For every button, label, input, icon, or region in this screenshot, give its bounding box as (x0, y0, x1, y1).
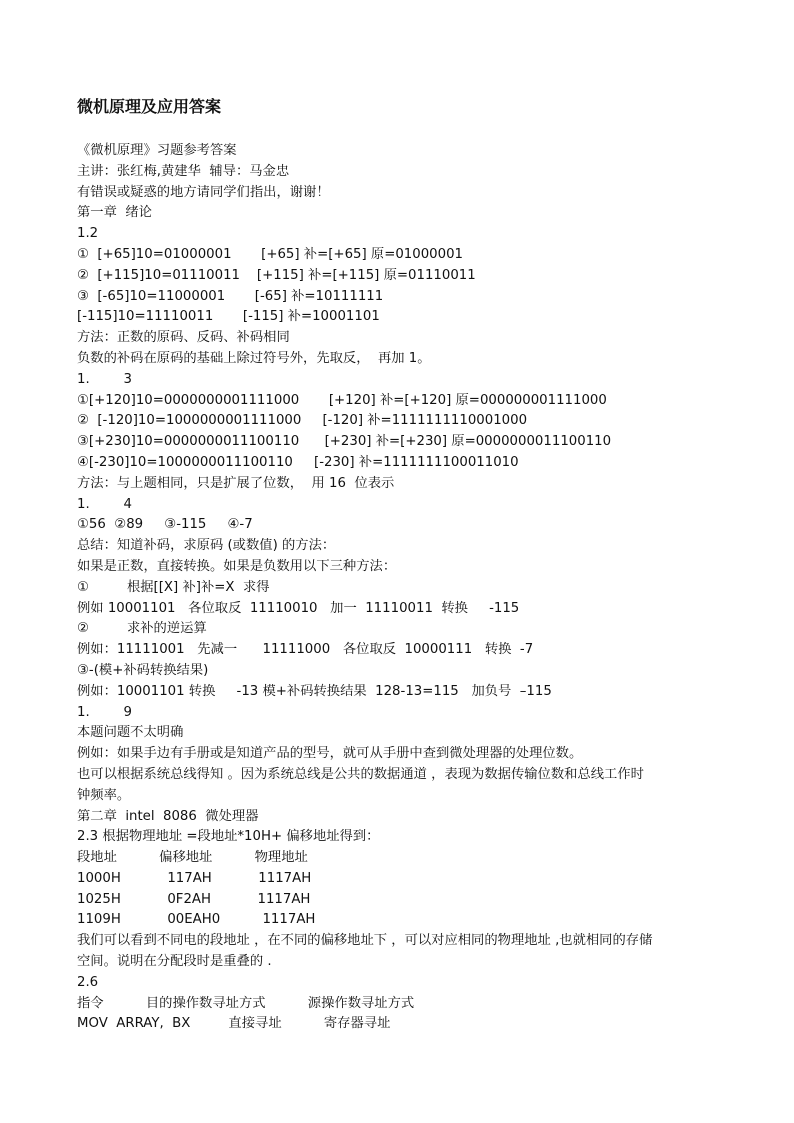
text-line: ③[+230]10=0000000011100110 [+230] 补=[+230] 原=0000000011100110 (77, 434, 612, 450)
text-line: ① 根据[[X] 补]补=X 求得 (77, 579, 270, 595)
text-line: 例如 10001101 各位取反 11110010 加一 11110011 转换 -115 (77, 600, 520, 616)
text-line: 负数的补码在原码的基础上除过符号外，先取反， 再加 1。 (77, 350, 431, 366)
table-row: 1109H 00EAH0 1117AH (77, 912, 316, 928)
text-line: 例如：11111001 先减一 11111000 各位取反 10000111 转换 -7 (77, 642, 534, 658)
text-line: ② [+115]10=01110011 [+115] 补=[+115] 原=01110011 (77, 267, 476, 283)
text-line: 总结：知道补码，求原码 (或数值) 的方法： (77, 538, 336, 554)
question-number: 2.6 (77, 974, 99, 990)
text-line: ①56 ②89 ③-115 ④-7 (77, 517, 253, 533)
text-line: 方法：正数的原码、反码、补码相同 (77, 330, 290, 346)
text-line: ① [+65]10=01000001 [+65] 补=[+65] 原=01000001 (77, 246, 464, 262)
text-line: 钟频率。 (77, 787, 131, 803)
text-line: 也可以根据系统总线得知 。因为系统总线是公共的数据通道 ，表现为数据传输位数和总线工作时 (77, 766, 644, 782)
text-line: 方法：与上题相同，只是扩展了位数， 用 16 位表示 (77, 475, 395, 491)
text-line: ② [-120]10=1000000001111000 [-120] 补=1111111110001000 (77, 413, 528, 429)
page-title: 微机原理及应用答案 (77, 97, 222, 116)
text-line: ② 求补的逆运算 (77, 621, 207, 637)
text-line: 如果是正数，直接转换。如果是负数用以下三种方法： (77, 558, 397, 574)
text-line: ④[-230]10=1000000011100110 [-230] 补=1111111100011010 (77, 454, 519, 470)
chapter-heading: 第二章 intel 8086 微处理器 (77, 808, 259, 824)
text-line: 有错误或疑惑的地方请同学们指出，谢谢！ (77, 184, 330, 200)
question-number: 1. 9 (77, 704, 132, 720)
table-header-row: 段地址 偏移地址 物理地址 (77, 850, 308, 866)
text-line: 主讲：张红梅,黄建华 辅导：马金忠 (77, 163, 290, 179)
table-row: 1000H 117AH 1117AH (77, 870, 312, 886)
text-line: [-115]10=11110011 [-115] 补=10001101 (77, 309, 380, 325)
text-line: 我们可以看到不同电的段地址 ，在不同的偏移地址下 ，可以对应相同的物理地址 ,也就相同的存储 (77, 933, 653, 949)
table-header-row: 指令 目的操作数寻址方式 源操作数寻址方式 (77, 995, 415, 1011)
table-row: 1025H 0F2AH 1117AH (77, 891, 311, 907)
question-number: 1. 4 (77, 496, 132, 512)
text-line: 例如：10001101 转换 -13 模+补码转换结果 128-13=115 加负号 –115 (77, 683, 552, 699)
text-line: ③-(模+补码转换结果) (77, 662, 209, 678)
text-line: ③ [-65]10=11000001 [-65] 补=10111111 (77, 288, 384, 304)
table-row: MOV ARRAY, BX 直接寻址 寄存器寻址 (77, 1016, 391, 1032)
chapter-heading: 第一章 绪论 (77, 205, 152, 221)
text-line: 本题问题不太明确 (77, 725, 184, 741)
question-number: 1. 3 (77, 371, 132, 387)
text-line: 2.3 根据物理地址 =段地址*10H+ 偏移地址得到： (77, 829, 380, 845)
text-line: 《微机原理》习题参考答案 (77, 143, 237, 158)
document-body (77, 141, 757, 1035)
text-line: 例如：如果手边有手册或是知道产品的型号，就可从手册中查到微处理器的处理位数。 (77, 746, 583, 762)
text-line: ①[+120]10=0000000001111000 [+120] 补=[+120] 原=000000001111000 (77, 392, 607, 408)
question-number: 1.2 (77, 226, 99, 242)
text-line: 空间。说明在分配段时是重叠的 . (77, 954, 272, 970)
